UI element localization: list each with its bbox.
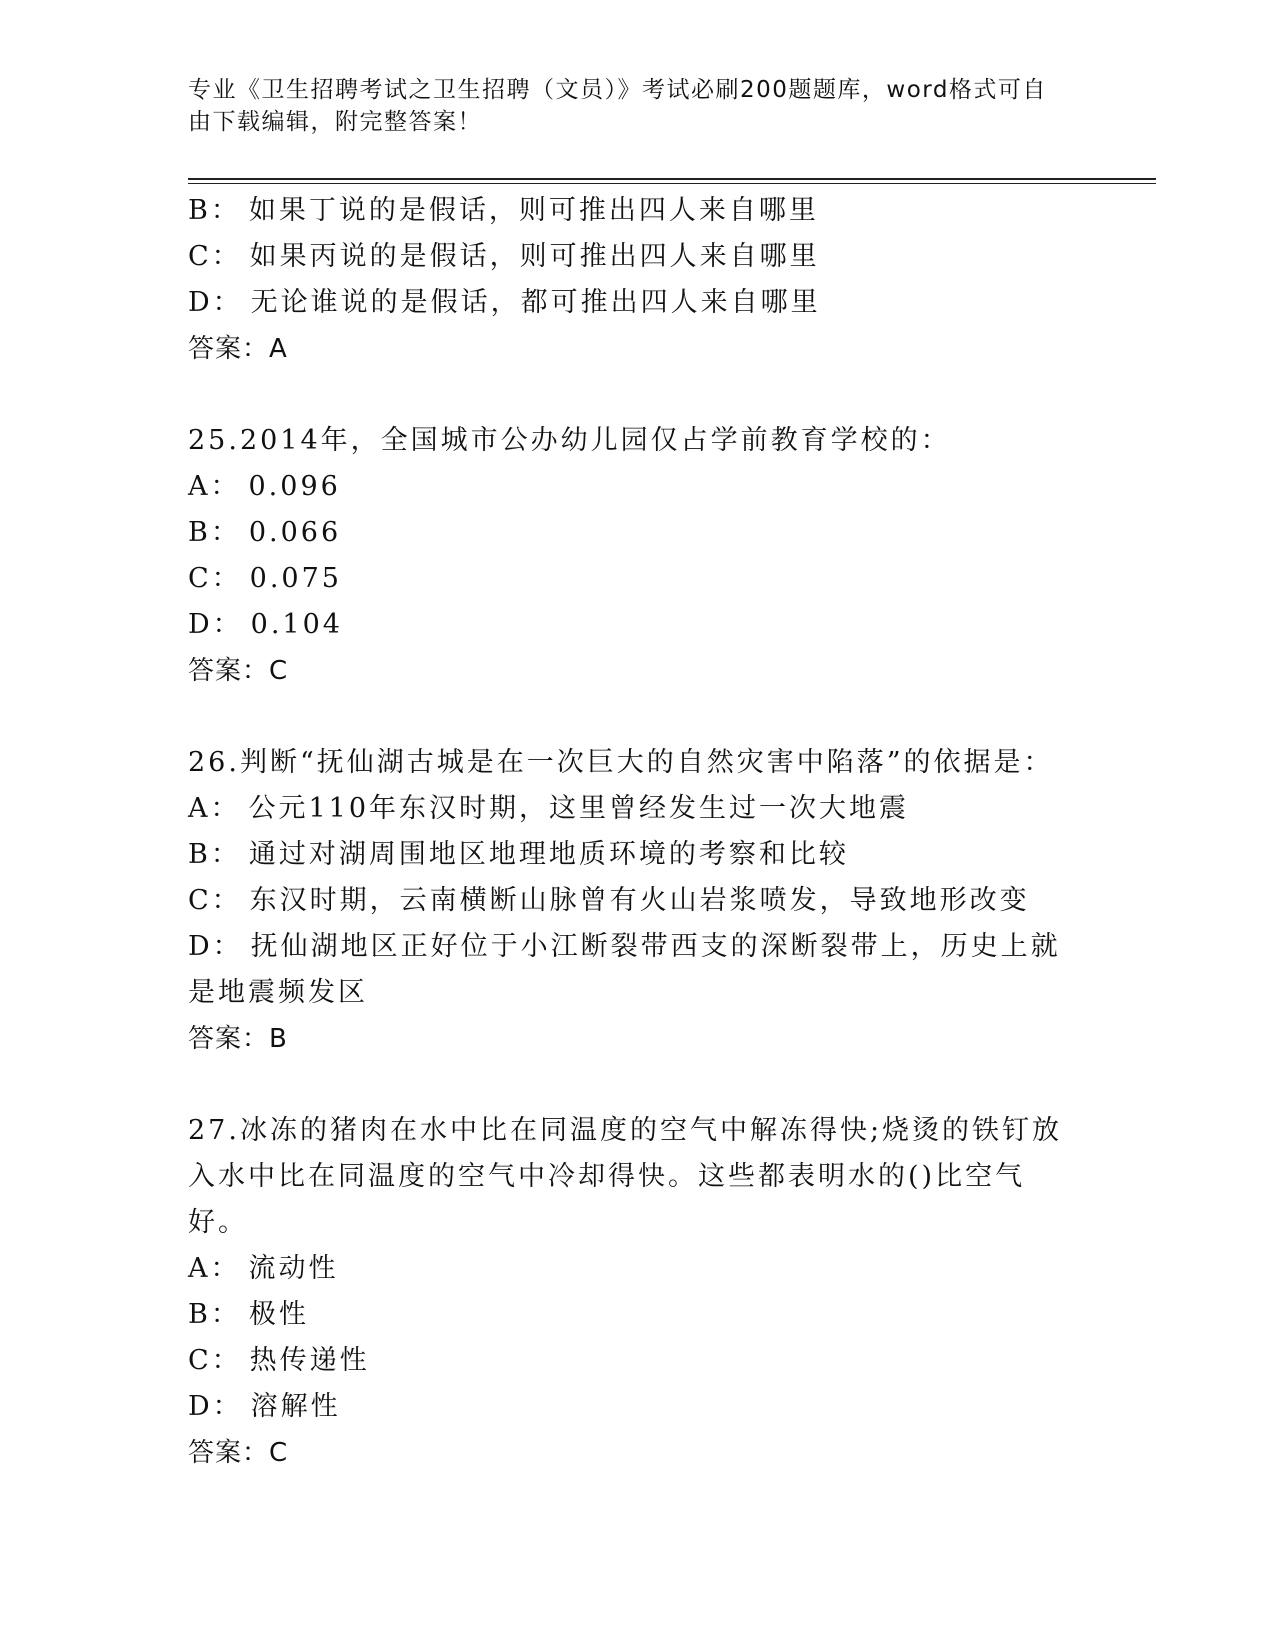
option-c: C： 0.075: [188, 563, 342, 594]
question-block-25: [188, 418, 1068, 694]
option-d: D： 溶解性: [188, 1391, 341, 1422]
header-rule-thin: [188, 183, 1156, 184]
question-block-26: [188, 740, 1068, 1062]
answer: 答案：C: [188, 1438, 289, 1468]
option-d: D： 0.104: [188, 609, 343, 640]
option-c: C： 热传递性: [188, 1345, 370, 1376]
option-c: C： 如果丙说的是假话，则可推出四人来自哪里: [188, 241, 820, 272]
option-a: A： 0.096: [188, 471, 341, 502]
header-rule-thick: [188, 178, 1156, 180]
option-c: C： 东汉时期，云南横断山脉曾有火山岩浆喷发，导致地形改变: [188, 885, 1030, 916]
option-a: A： 流动性: [188, 1253, 339, 1284]
option-d: D： 无论谁说的是假话，都可推出四人来自哪里: [188, 287, 821, 318]
answer: 答案：A: [188, 334, 288, 364]
header-title-line-1: 专业《卫生招聘考试之卫生招聘（文员）》考试必刷200题题库，word格式可自: [188, 77, 1047, 103]
option-b: B： 如果丁说的是假话，则可推出四人来自哪里: [188, 195, 819, 226]
document-header: [188, 74, 1068, 138]
question-block-27: [188, 1108, 1068, 1476]
question-block-prev: [188, 188, 1068, 372]
question-stem: 27.冰冻的猪肉在水中比在同温度的空气中解冻得快;烧烫的铁钉放入水中比在同温度的空气中冷却得快。这些都表明水的()比空气好。: [188, 1115, 1063, 1238]
question-stem: 26.判断“抚仙湖古城是在一次巨大的自然灾害中陷落”的依据是：: [188, 747, 1054, 778]
header-title-line-2: 由下载编辑，附完整答案！: [188, 109, 482, 135]
answer: 答案：B: [188, 1024, 288, 1054]
question-content: [188, 188, 1068, 1476]
option-d: D： 抚仙湖地区正好位于小江断裂带西支的深断裂带上，历史上就是地震频发区: [188, 931, 1061, 1008]
answer: 答案：C: [188, 656, 289, 686]
question-stem: 25.2014年，全国城市公办幼儿园仅占学前教育学校的：: [188, 425, 951, 456]
option-b: B： 通过对湖周围地区地理地质环境的考察和比较: [188, 839, 849, 870]
option-b: B： 0.066: [188, 517, 342, 548]
option-b: B： 极性: [188, 1299, 309, 1330]
option-a: A： 公元110年东汉时期，这里曾经发生过一次大地震: [188, 793, 910, 824]
